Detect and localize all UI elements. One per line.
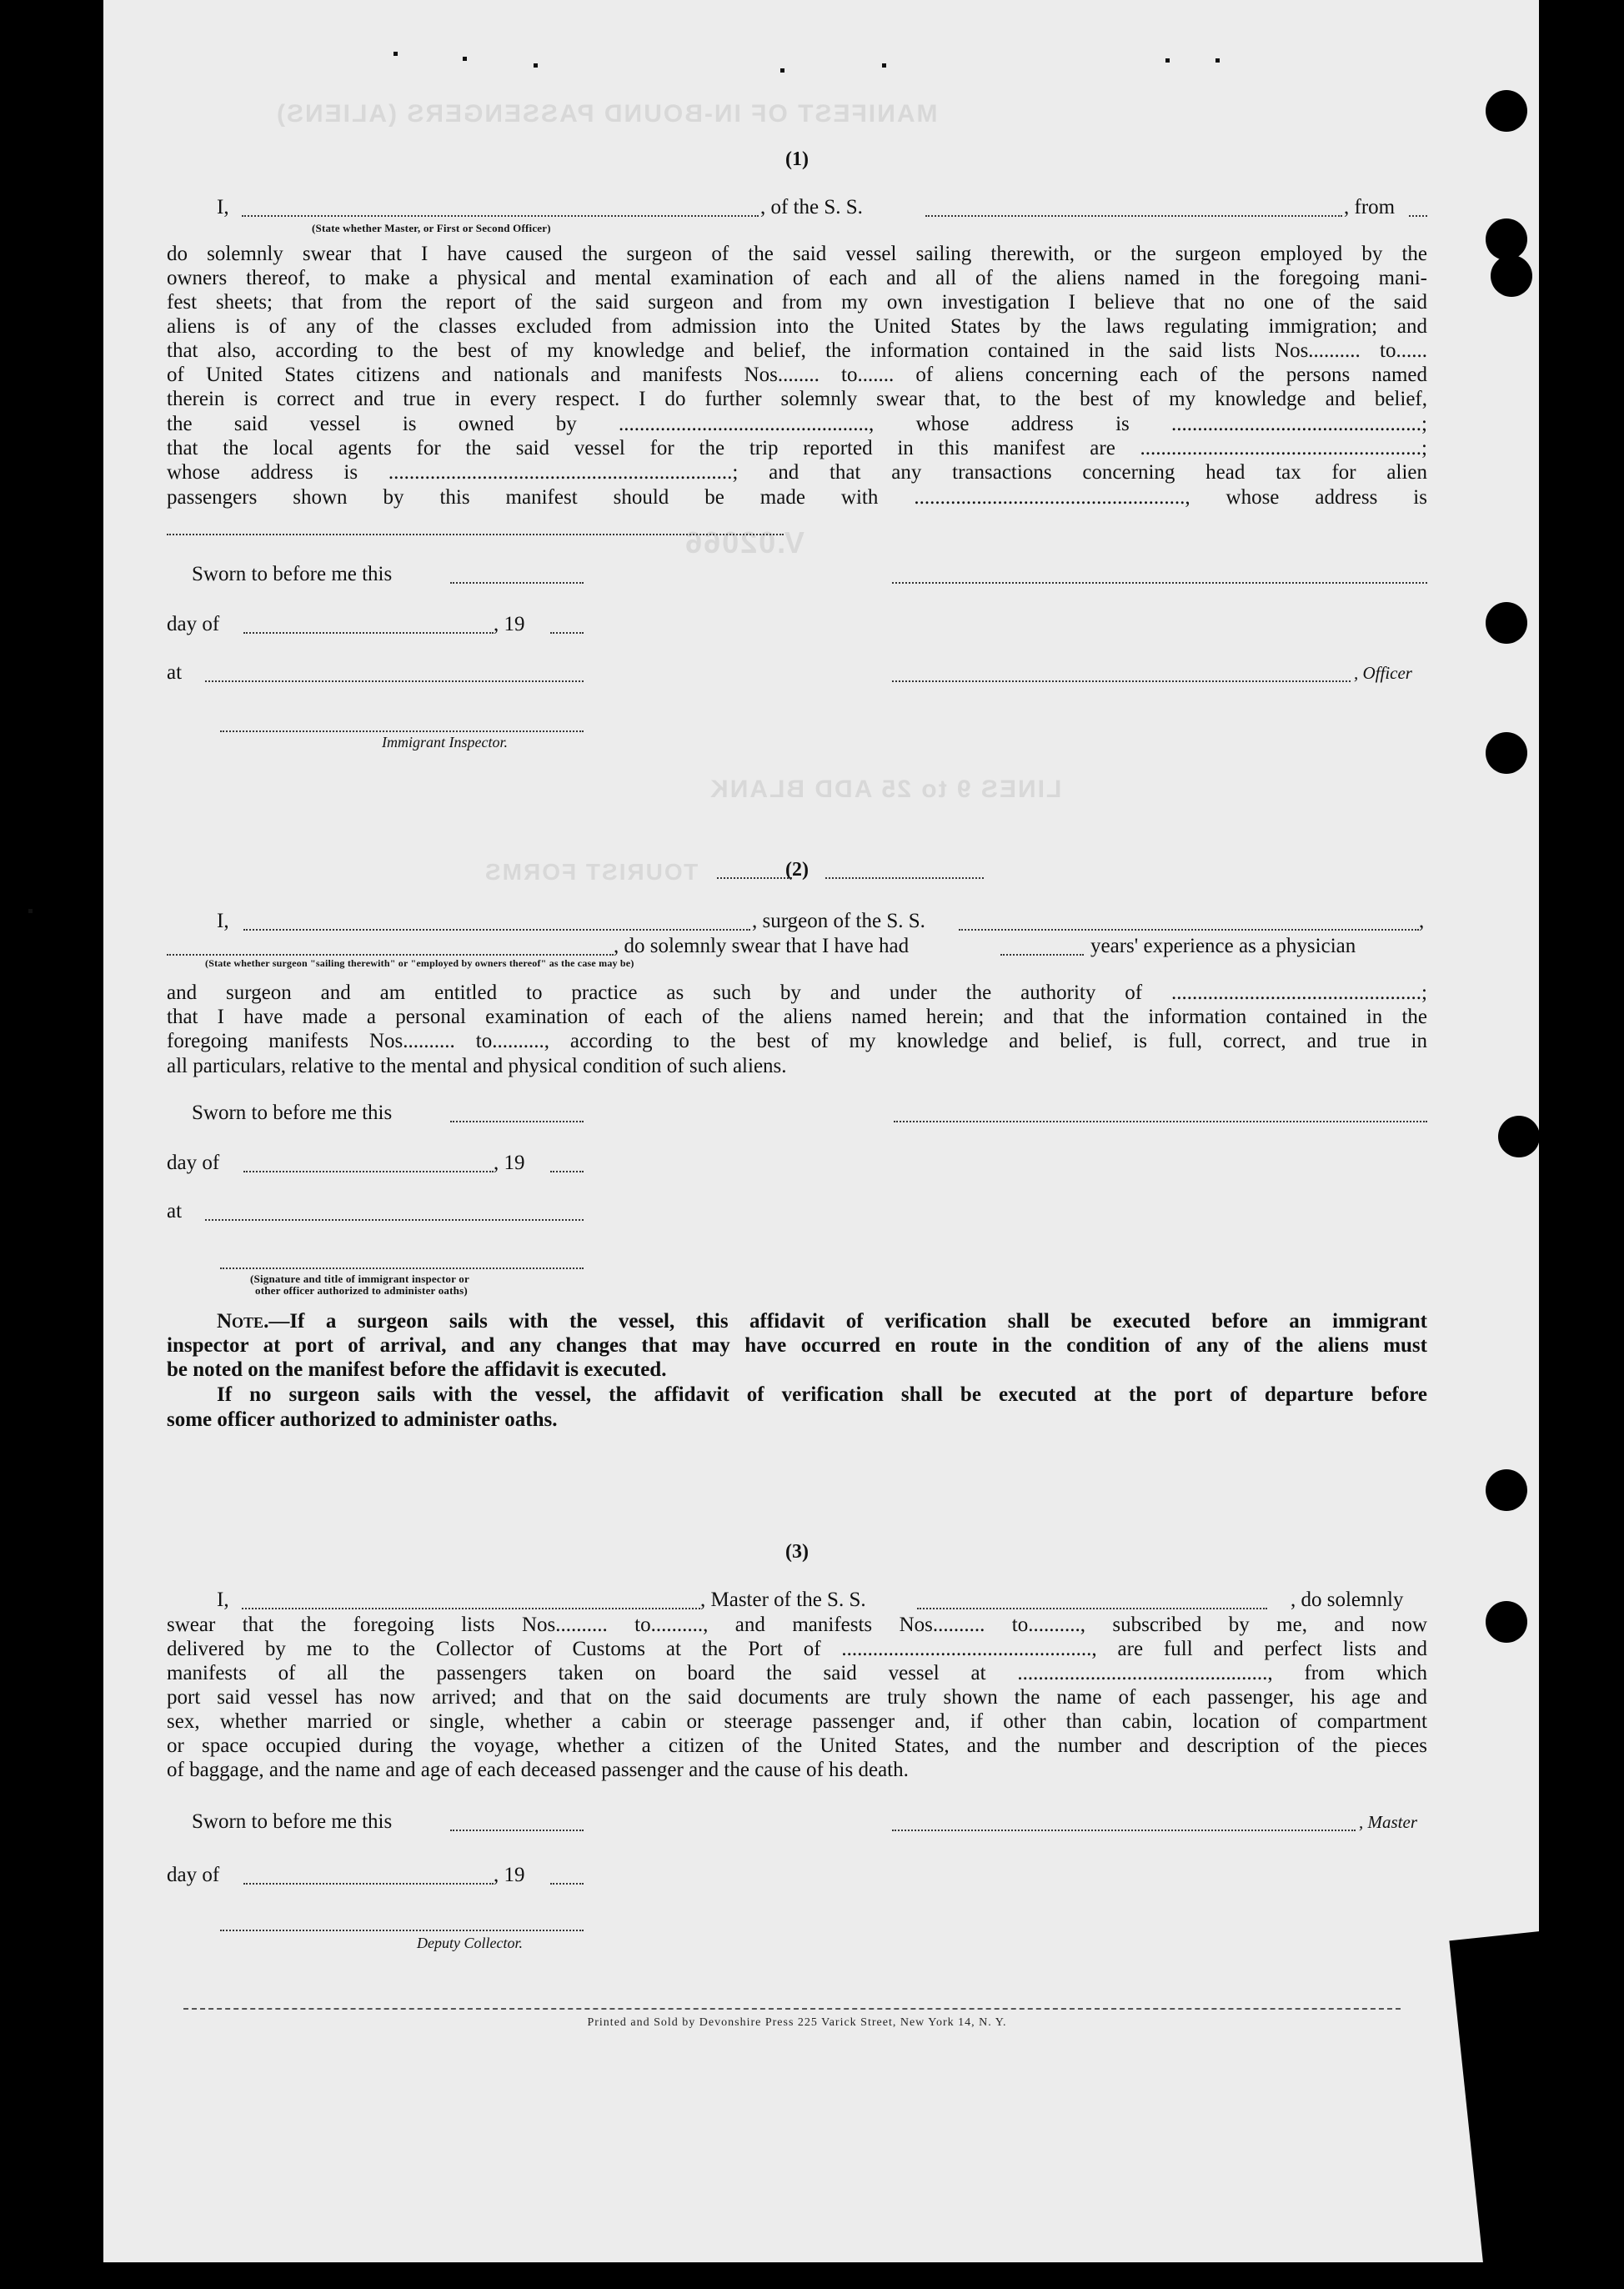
label-day-of: day of [167,613,220,635]
label-i: I, [217,1589,229,1611]
printer-imprint: Printed and Sold by Devonshire Press 225 Varick Street, New York 14, N. Y. [587,2016,1007,2029]
body-line: and surgeon and am entitled to practice as such by and under the authority of ................................................; [167,981,1427,1004]
surgeon-vessel-field[interactable] [959,929,1419,931]
label-at: at [167,661,183,684]
label-i: I, [217,196,229,218]
name-field[interactable] [242,215,759,217]
punch-hole [1486,1469,1527,1511]
label-do-solemnly: , do solemnly [1291,1589,1404,1611]
bleed-through-text: MANIFEST OF IN-BOUND PASSENGERS (ALIENS) [275,100,938,128]
body-line: sex, whether married or single, whether a cabin or steerage passenger and, if other than cabin, location of compartment [167,1710,1427,1733]
officer-signature-field[interactable] [892,680,1351,682]
speck [463,57,467,61]
body-line: passengers shown by this manifest should be made with ...................................................., whose address is [167,486,1427,509]
body-line: aliens is of any of the classes excluded from admission into the United States by the laws regulating immigration; and [167,315,1427,338]
label-sworn: Sworn to before me this [192,1810,393,1833]
body-line: the said vessel is owned by ................................................, whose address is ................................................; [167,413,1427,435]
body-line: swear that the foregoing lists Nos.......... to.........., and manifests Nos.......... to.........., subscribed by me, and now [167,1614,1427,1636]
body-line: that the local agents for the said vessel for the trip reported in this manifest are ......................................................; [167,437,1427,459]
bleed-through-text: LINES 9 to 25 ADD BLANK [709,776,1062,803]
speck [28,909,33,913]
day-field[interactable] [243,1883,494,1885]
speck [882,63,886,68]
speck [1215,58,1220,63]
place-field[interactable] [205,1219,584,1221]
vessel-name-field[interactable] [925,215,1342,217]
label-day-of: day of [167,1152,220,1174]
speck [393,52,398,56]
punch-hole [1486,602,1527,644]
label-sworn: Sworn to before me this [192,563,393,585]
label-deputy-collector: Deputy Collector. [417,1935,523,1951]
section-number: (1) [785,148,809,170]
label-nineteen: , 19 [494,1864,525,1886]
footer-rule [183,2008,1401,2010]
from-port-field[interactable] [1409,215,1427,217]
sworn-date-field[interactable] [450,1121,584,1122]
place-field[interactable] [205,680,584,682]
master-vessel-field[interactable] [917,1608,1267,1609]
label-nineteen: , 19 [494,1152,525,1174]
master-name-field[interactable] [242,1608,700,1609]
body-line: port said vessel has now arrived; and that on the said documents are truly shown the name of each passenger, his age and [167,1686,1427,1709]
signature-field[interactable] [892,582,1427,584]
label-sworn: Sworn to before me this [192,1102,393,1124]
note-line: inspector at port of arrival, and any changes that may have occurred en route in the condition of any of the aliens must [167,1334,1427,1357]
note-line [167,1309,1427,1334]
speck [780,68,784,73]
surgeon-name-field[interactable] [243,929,750,931]
label-master-of: , Master of the S. S. [700,1589,866,1611]
body-line: all particulars, relative to the mental and physical condition of such aliens. [167,1055,787,1077]
label-master: , Master [1359,1812,1417,1832]
body-line: owners thereof, to make a physical and mental examination of each and all of the aliens named in the foregoing mani- [167,267,1427,289]
years-field[interactable] [1000,954,1084,956]
body-line: that also, according to the best of my knowledge and belief, the information contained in the said lists Nos.......... to...... [167,339,1427,362]
section-number: (2) [785,859,809,881]
label-day-of: day of [167,1864,220,1886]
signature-caption: other officer authorized to administer oaths) [255,1284,468,1297]
year-field[interactable] [550,632,584,634]
note-label: Note. [217,1310,269,1333]
punch-hole [1486,1601,1527,1643]
body-line: of baggage, and the name and age of each deceased passenger and the cause of his death. [167,1759,909,1781]
inspector-signature-field[interactable] [220,1267,584,1269]
signature-caption: (Signature and title of immigrant inspector or [250,1273,469,1285]
field-caption: (State whether surgeon "sailing therewith" or "employed by owners thereof" as the case may be) [205,957,634,969]
label-at: at [167,1200,183,1222]
day-field[interactable] [243,632,494,634]
collector-signature-field[interactable] [220,1930,584,1931]
body-line: fest sheets; that from the report of the said surgeon and from my own investigation I believe that no one of the said [167,291,1427,314]
note-line: be noted on the manifest before the affidavit is executed. [167,1358,667,1381]
master-signature-field[interactable] [892,1830,1356,1831]
sworn-date-field[interactable] [450,1830,584,1831]
label-officer: , Officer [1354,663,1412,683]
body-line: therein is correct and true in every respect. I do further solemnly swear that, to the best of my knowledge and belief, [167,388,1427,410]
speck [534,63,538,68]
year-field[interactable] [550,1171,584,1172]
sworn-date-field[interactable] [450,582,584,584]
label-from: , from [1344,196,1396,218]
body-line: that I have made a personal examination of each of the aliens named herein; and that the information contained in the [167,1006,1427,1028]
punch-hole [1491,255,1532,297]
section-number: (3) [785,1541,809,1563]
comma: , [1419,910,1425,932]
bleed-through-text: TOURIST FORMS [484,859,699,885]
punch-hole [1498,1116,1540,1157]
bleed-through-text: V.02066 [684,525,804,560]
body-line: delivered by me to the Collector of Customs at the Port of ................................................, are full and perfect lists and [167,1638,1427,1660]
body-line: do solemnly swear that I have caused the surgeon of the said vessel sailing therewith, or the surgeon employed by the [167,243,1427,265]
body-line: whose address is ..................................................................; and that any transactions concerning head tax for alien [167,461,1427,484]
body-line: manifests of all the passengers taken on board the said vessel at ................................................, from which [167,1662,1427,1684]
speck [1165,58,1170,63]
inspector-signature-field[interactable] [220,730,584,732]
punch-hole [1486,90,1527,132]
body-line: or space occupied during the voyage, whether a citizen of the United States, and the number and description of the pieces [167,1734,1427,1757]
label-nineteen: , 19 [494,613,525,635]
label-solemnly: , do solemnly swear that I have had [614,935,910,957]
label-i: I, [217,910,229,932]
day-field[interactable] [243,1171,494,1172]
address-field[interactable] [167,534,784,535]
heading-leader [717,877,792,879]
punch-hole [1486,732,1527,774]
label-surgeon-of: , surgeon of the S. S. [752,910,925,932]
note-text: —If a surgeon sails with the vessel, this affidavit of verification shall be executed before an immigrant [268,1310,1427,1333]
surgeon-signature-field[interactable] [894,1121,1427,1122]
label-immigrant-inspector: Immigrant Inspector. [382,734,508,750]
label-years: years' experience as a physician [1090,935,1356,957]
heading-leader [825,877,984,879]
note-line: some officer authorized to administer oaths. [167,1408,558,1431]
punch-hole [1486,218,1527,260]
field-caption: (State whether Master, or First or Second Officer) [312,222,551,234]
body-line: of United States citizens and nationals and manifests Nos........ to....... of aliens concerning each of the persons named [167,364,1427,386]
label-of-the-ss: , of the S. S. [760,196,863,218]
year-field[interactable] [550,1883,584,1885]
body-line: foregoing manifests Nos.......... to.........., according to the best of my knowledge and belief, is full, correct, and true in [167,1030,1427,1052]
note-line: If no surgeon sails with the vessel, the affidavit of verification shall be executed at the port of departure before [217,1383,1427,1406]
surgeon-status-field[interactable] [167,954,614,956]
